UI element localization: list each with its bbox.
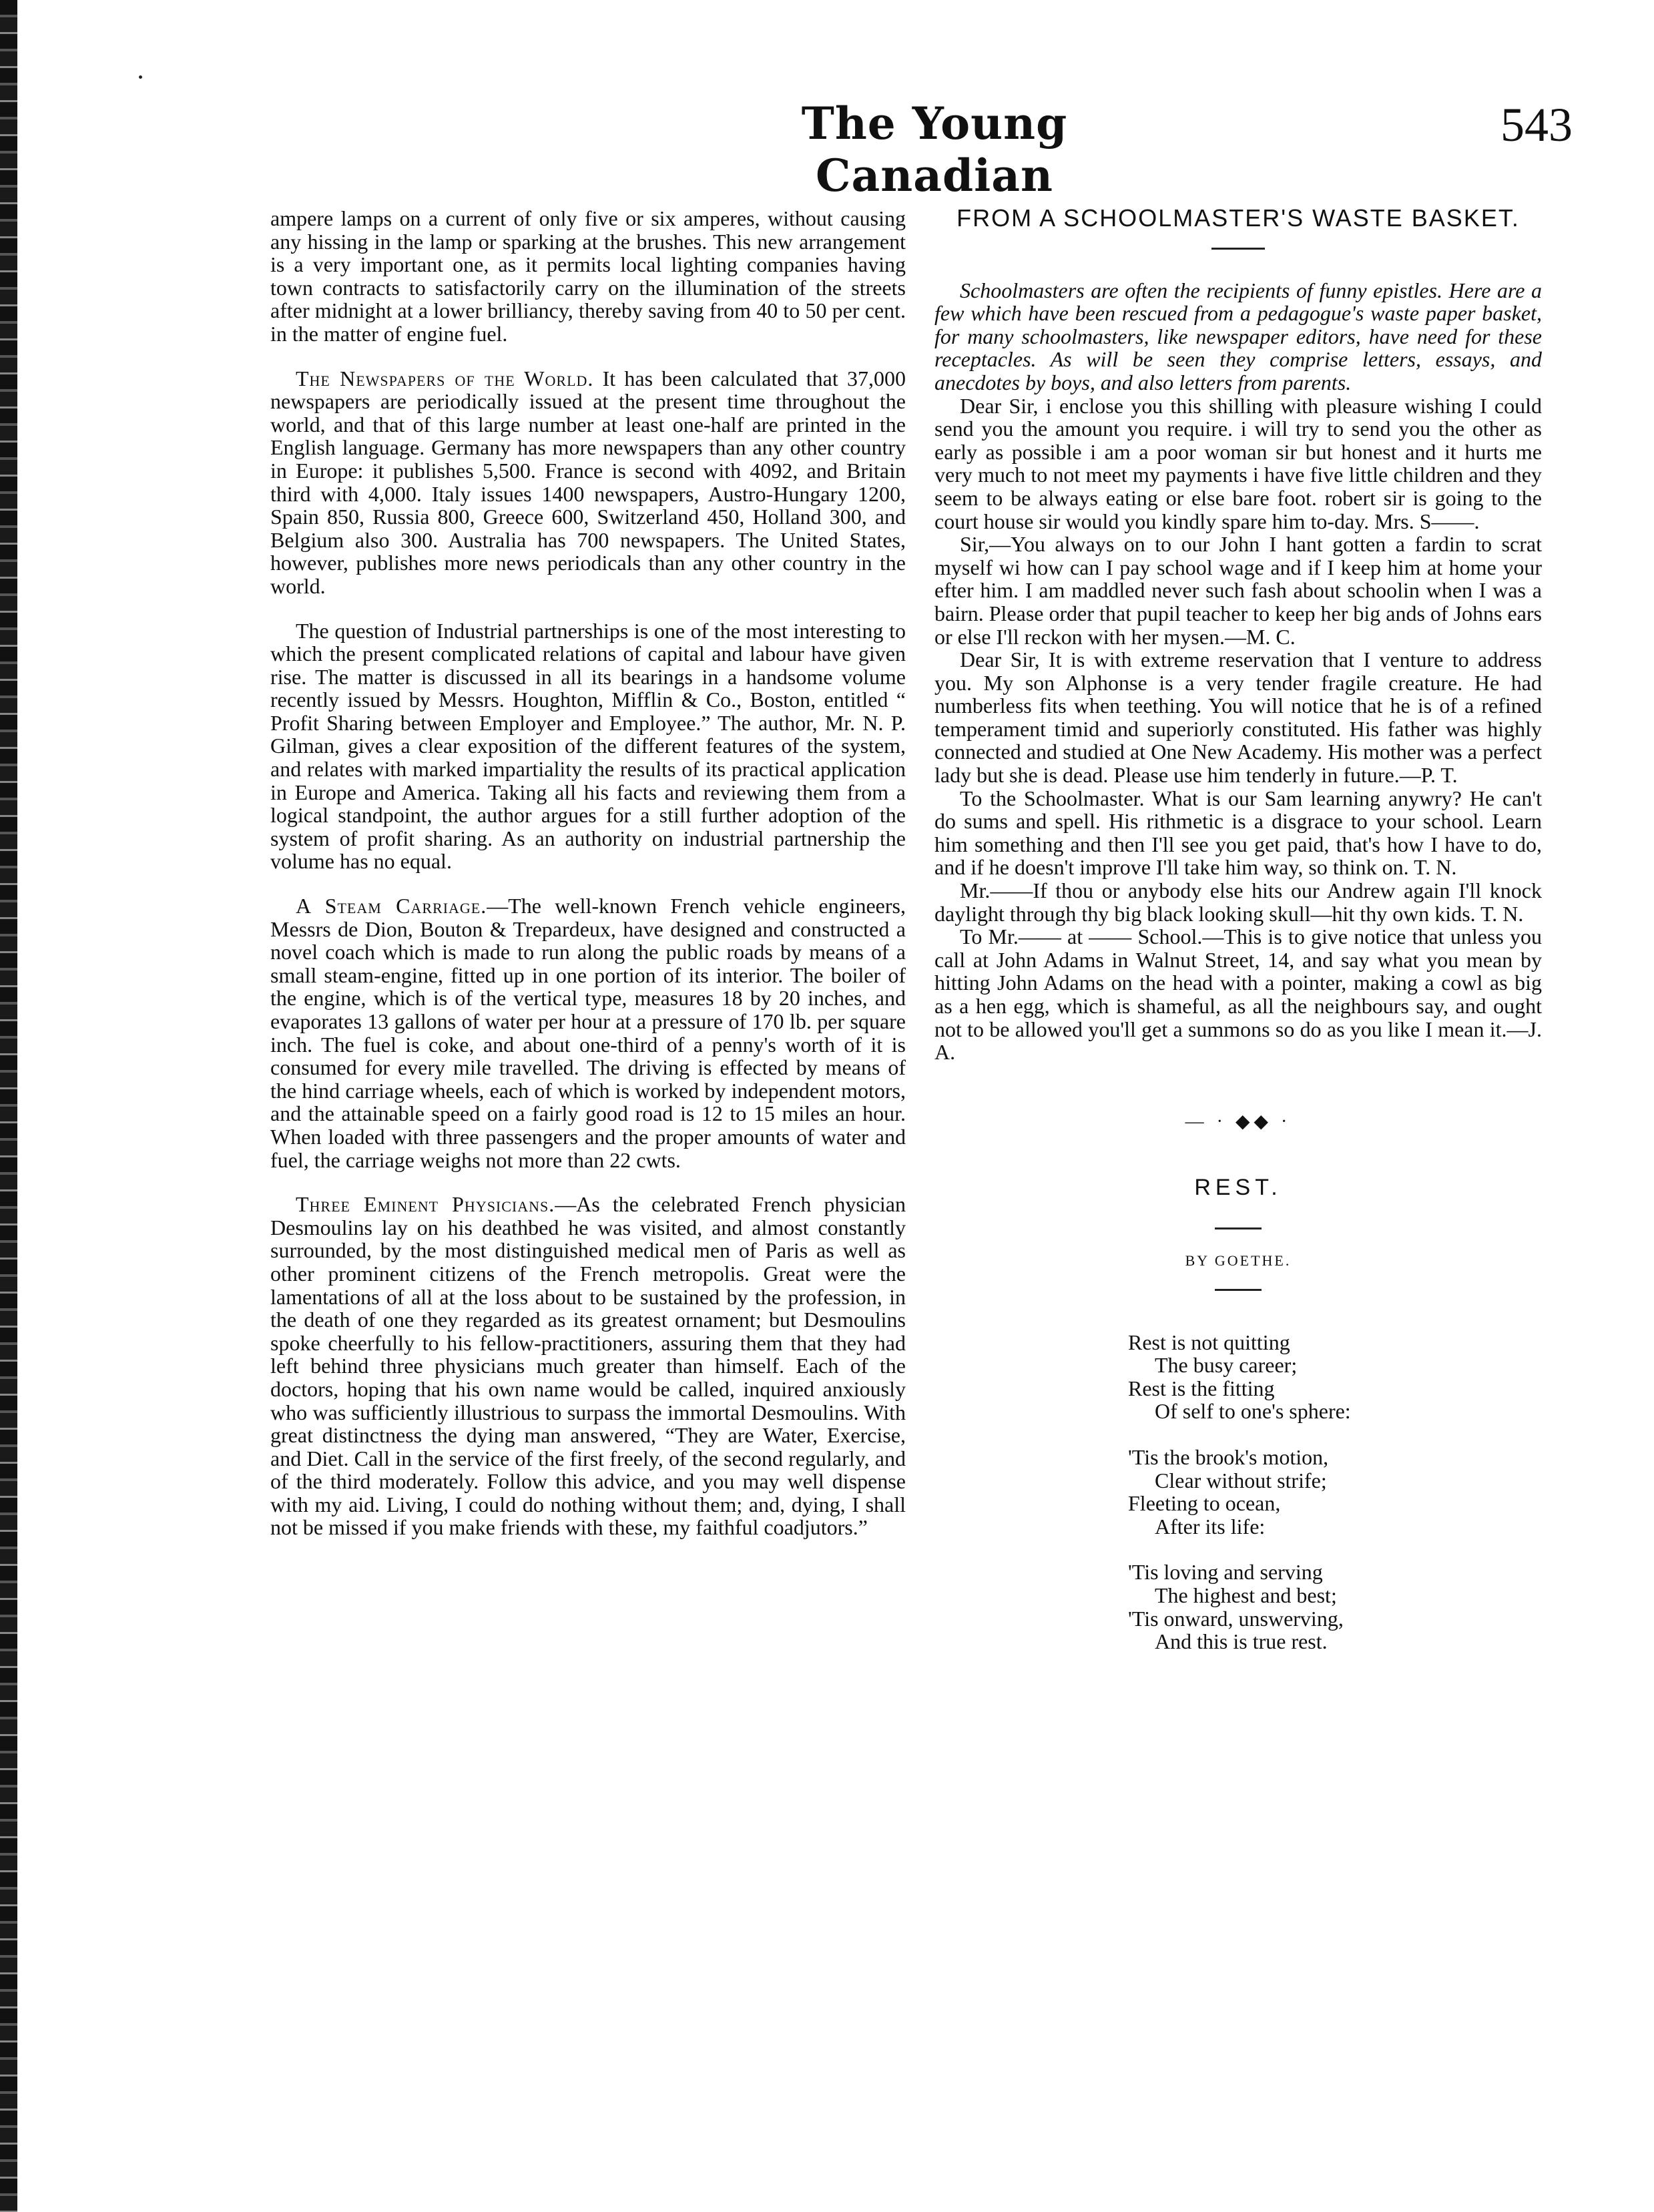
letter-item: Dear Sir, It is with extreme reservation that I venture to address you. My son Alphonse is a very tender fragile creature. He had numberless fits when teething. You will notice that he is of a refined temperament timid and superiorly constituted. His father was highly connected and studied at One New Academy. His mother was a perfect lady but she is dead. Please use him tenderly in future.—P. T.: [934, 647, 1542, 788]
page-binding-edge: [0, 0, 17, 2212]
poem-line: Rest is the fitting: [1128, 1376, 1275, 1400]
letter-item: Mr.——If thou or anybody else hits our Andrew again I'll knock daylight through thy big black looking skull—hit thy own kids. T. N.: [934, 878, 1542, 926]
letter-item: Sir,—You always on to our John I hant gotten a fardin to scrat myself wi how can I pay school wage and if I keep him at home your efter him. I am maddled never such fash about schoolin when I was a bairn. Please order that pupil teacher to keep her big ands of Johns ears or else I'll reckon with her mysen.—M. C.: [934, 532, 1542, 649]
poem-line: Fleeting to ocean,: [1128, 1491, 1281, 1516]
poem-body: [1128, 1331, 1542, 1653]
poem-line: And this is true rest.: [1155, 1629, 1328, 1654]
paragraph-electric-lamps: ampere lamps on a current of only five or six amperes, without causing any hissing in the lamp or sparking at the brushes. This new arrangement is a very important one, as it permits local lighting companies having town contracts to satisfactorily carry on the illumination of the streets after midnight at a lower brilliancy, thereby saving from 40 to 50 per cent. in the matter of engine fuel.: [270, 206, 906, 346]
poem-author-rule: [1215, 1289, 1262, 1291]
article-heading: FROM A SCHOOLMASTER'S WASTE BASKET.: [956, 204, 1520, 232]
paragraph-physicians-title: Three Eminent Physicians.: [296, 1192, 555, 1217]
poem-line: After its life:: [1155, 1514, 1266, 1539]
poem-stanza: [1128, 1446, 1542, 1538]
poem-stanza: [1128, 1331, 1542, 1423]
left-column: [270, 207, 906, 1539]
paragraph-newspapers-title: The Newspapers of the World.: [296, 366, 594, 390]
paragraph-steam-carriage: [270, 894, 906, 1171]
poem-title: REST.: [1194, 1175, 1282, 1201]
article-intro: Schoolmasters are often the recipients of funny epistles. Here are a few which have been rescued from a pedagogue's waste paper basket, for many schoolmasters, like newspaper editors, have need for these receptacles. As will be seen they comprise letters, essays, and anecdotes by boys, and also letters from parents.: [934, 278, 1542, 394]
paragraph-newspapers-body: It has been calculated that 37,000 newspapers are periodically issued at the present time throughout the world, and that of this large number at least one-half are printed in the English language. Germany has more newspapers than any other country in Europe: it publishes 5,500. France is second with 4092, and Britain third with 4,000. Italy issues 1400 newspapers, Austro-Hungary 1200, Spain 850, Russia 800, Greece 600, Switzerland 450, Holland 300, and Belgium also 300. Australia has 700 newspapers. The United States, however, publishes more news periodicals than any other country in the world.: [270, 366, 906, 598]
poem-stanza: [1128, 1561, 1542, 1653]
paragraph-physicians-body: —As the celebrated French physician Desmoulins lay on his deathbed he was visited, and almost constantly surrounded, by the most distinguished medical men of Paris as well as other prominent citizens of the French metropolis. Great were the lamentations of all at the loss about to be sustained by the profession, in the death of one they regarded as its greatest ornament; but Desmoulins spoke cheerfully to his fellow-practitioners, assuring them that they had left behind three physicians much greater than himself. Each of the doctors, hoping that his own name would be called, inquired anxiously who was sufficiently illustrious to surpass the immortal Desmoulins. With great distinctness the dying man answered, “They are Water, Exercise, and Diet. Call in the service of the first freely, of the second regularly, and of the third moderately. Follow this advice, and you may well dispense with my aid. Living, I could do nothing without them; and, dying, I shall not be missed if you make friends with these, my faithful coadjutors.”: [270, 1192, 906, 1540]
paragraph-physicians: [270, 1193, 906, 1539]
page-number: 543: [1500, 98, 1573, 152]
poem-line: The busy career;: [1155, 1353, 1298, 1378]
section-ornament: — · ◆◆ ·: [1185, 1111, 1292, 1132]
poem-line: The highest and best;: [1155, 1583, 1337, 1607]
poem-title-rule: [1215, 1227, 1262, 1229]
poem-line: Rest is not quitting: [1128, 1330, 1290, 1354]
poem-line: Clear without strife;: [1155, 1468, 1327, 1492]
poem-line: 'Tis loving and serving: [1128, 1560, 1323, 1585]
letter-item: Dear Sir, i enclose you this shilling with pleasure wishing I could send you the amount you require. i will try to send you the other as early as possible i am a poor woman sir but honest and it hurts me very much to not meet my payments i have five little children and they seem to be always eating or else bare foot. robert sir is going to the court house sir would you kindly spare him to-day. Mrs. S——.: [934, 393, 1542, 533]
paragraph-steam-carriage-title: A Steam Carriage.: [296, 894, 487, 918]
right-column: [934, 204, 1542, 1676]
heading-rule: [1211, 248, 1265, 250]
poem-line: 'Tis onward, unswerving,: [1128, 1606, 1344, 1631]
paragraph-steam-carriage-body: —The well-known French vehicle engineers, Messrs de Dion, Bouton & Trepardeux, have designed and constructed a novel coach which is made to run along the public roads by means of a small steam-engine, fitted up in one portion of its interior. The boiler of the engine, which is of the vertical type, measures 18 by 20 inches, and evaporates 13 gallons of water per hour at a pressure of 170 lb. per square inch. The fuel is coke, and about one-third of a penny's worth of it is consumed for every mile travelled. The driving is effected by means of the hind carriage wheels, each of which is worked by independent motors, and the attainable speed on a fairly good road is 12 to 15 miles an hour. When loaded with three passengers and the proper amounts of water and fuel, the carriage weighs not more than 22 cwts.: [270, 894, 906, 1172]
ink-speck: [139, 75, 142, 79]
paragraph-industrial-partnerships: The question of Industrial partnerships is one of the most interesting to which the present complicated relations of capital and labour have given rise. The matter is discussed in all its bearings in a handsome volume recently issued by Messrs. Houghton, Mifflin & Co., Boston, entitled “ Profit Sharing between Employer and Employee.” The author, Mr. N. P. Gilman, gives a clear exposition of the different features of the system, and relates with marked impartiality the results of its practical application in Europe and America. Taking all his facts and reviewing them from a logical standpoint, the author argues for a still further adoption of the system of profit sharing. As an authority on industrial partnership the volume has no equal.: [270, 618, 906, 874]
poem-line: Of self to one's sphere:: [1155, 1399, 1351, 1424]
paragraph-newspapers: [270, 367, 906, 598]
letter-item: To Mr.—— at —— School.—This is to give notice that unless you call at John Adams in Walnut Street, 14, and say what you mean by hitting John Adams on the head with a pointer, making a cowl as big as a hen egg, which is shameful, as all the neighbours say, and ought not to be allowed you'll get a summons so do as you like I mean it.—J. A.: [934, 924, 1542, 1065]
poem-author: BY GOETHE.: [1185, 1252, 1292, 1269]
letter-item: To the Schoolmaster. What is our Sam learning anywry? He can't do sums and spell. His rithmetic is a disgrace to your school. Learn him something and then I'll see you get paid, that's how I have to do, and if he doesn't improve I'll take him way, so think on. T. N.: [934, 786, 1542, 880]
poem-line: 'Tis the brook's motion,: [1128, 1444, 1329, 1469]
masthead-title: The Young Canadian: [801, 97, 1068, 202]
